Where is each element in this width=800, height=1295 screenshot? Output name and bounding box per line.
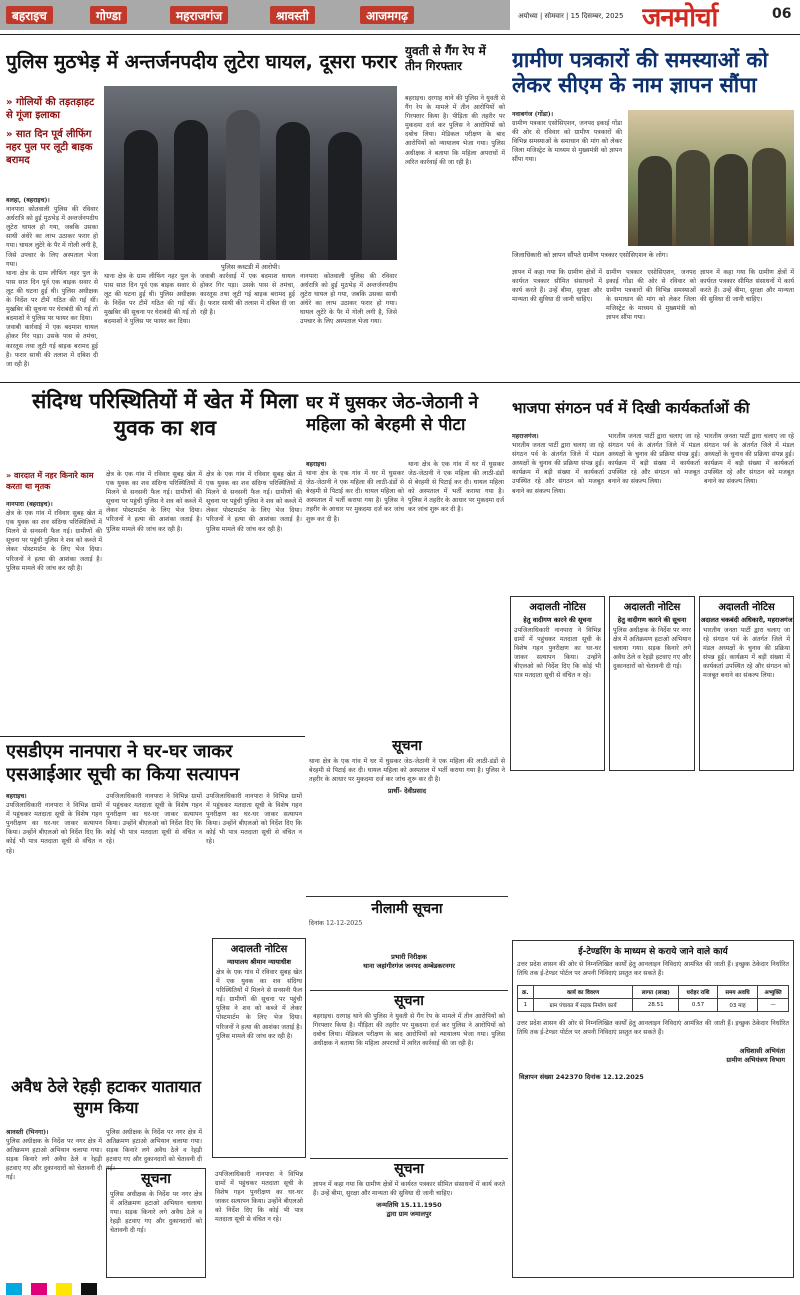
notice-title: सूचना xyxy=(141,1171,171,1187)
notice-footer: द्वारा ग्राम जमालपुर xyxy=(386,1210,432,1219)
story-body xyxy=(104,272,196,378)
story-body xyxy=(704,432,794,592)
table-cell: — xyxy=(758,999,789,1012)
person-silhouette xyxy=(276,122,310,260)
story-body xyxy=(6,792,102,1072)
notice-signature: प्रार्थी- देवीप्रसाद xyxy=(387,787,427,796)
paragraph: उपजिलाधिकारी नानपारा ने विभिन्न ग्रामों में पहुंचकर मतदाता सूची के विशेष गहन पुनरीक्षण का घर-घर जाकर सत्यापन किया। उन्होंने बीएलओ को निर्देश दिए कि कोई भी पात्र मतदाता सूची से वंचित न रहे। xyxy=(106,793,202,846)
story-body xyxy=(6,500,102,732)
table-header-cell: धरोहर राशि xyxy=(679,986,718,999)
notice-body: पुलिस अधीक्षक के निर्देश पर नगर क्षेत्र में अतिक्रमण हटाओ अभियान चलाया गया। सड़क किनारे लगे अवैध ठेले व रेहड़ी हटवाए गए और दुकानदारों को चेतावनी दी गई। xyxy=(110,1191,202,1235)
person-silhouette xyxy=(676,150,710,246)
paragraph: जवाबी कार्रवाई में एक बदमाश घायल होकर गिर पड़ा। उसके पास से तमंचा, कारतूस तथा लूटी गई बाइक बरामद हुई है। फरार साथी की तलाश में दबिश दी जा रही है। xyxy=(200,273,295,317)
dateline-text: श्रावस्ती (भिनगा)। xyxy=(6,1129,49,1136)
photo-caption: पुलिस कस्टडी में आरोपी। xyxy=(220,263,281,271)
paragraph: क्षेत्र के एक गांव में रविवार सुबह खेत में एक युवक का शव संदिग्ध परिस्थितियों में मिलने से सनसनी फैल गई। ग्रामीणों की सूचना पर पहुंची पुलिस ने शव को कब्जे में लेकर पोस्टमार्टम के लिए भेज दिया। परिजनों ने हत्या की आशंका जताई है। पुलिस मामले की जांच कर रही है। xyxy=(106,471,202,533)
notice-body: उपजिलाधिकारी नानपारा ने विभिन्न ग्रामों में पहुंचकर मतदाता सूची के विशेष गहन पुनरीक्षण का घर-घर जाकर सत्यापन किया। उन्होंने बीएलओ को निर्देश दिए कि कोई भी पात्र मतदाता सूची से वंचित न रहे। xyxy=(514,627,601,680)
paragraph: जवाबी कार्रवाई में एक बदमाश घायल होकर गिर पड़ा। उसके पास से तमंचा, कारतूस तथा लूटी गई बाइक बरामद हुई है। फरार साथी की तलाश में दबिश दी जा रही है। xyxy=(6,324,98,368)
paragraph: नानपारा कोतवाली पुलिस की रविवार अर्धरात्रि को हुई मुठभेड़ में अन्तर्जनपदीय लुटेरा घायल हो गया, जबकि उसका साथी अंधेरे का लाभ उठाकर फरार हो गया। घायल लुटेरे के पैर में गोली लगी है, जिसे उपचार के लिए अस्पताल भेजा गया। xyxy=(6,206,98,268)
table-header-row xyxy=(518,986,789,999)
court-notice xyxy=(609,596,695,771)
city-badge[interactable]: गोण्डा xyxy=(90,6,127,24)
headline-sdm: एसडीएम नानपारा ने घर-घर जाकर एसआईआर सूची का किया सत्यापन xyxy=(6,741,240,785)
story-body xyxy=(512,110,622,246)
masthead-logo: जनमोर्चा xyxy=(642,3,718,33)
table-row xyxy=(518,999,789,1012)
story-bullets xyxy=(6,96,98,192)
court-notice xyxy=(510,596,605,771)
story-body xyxy=(408,460,504,732)
notice-title: सूचना xyxy=(392,738,422,754)
suchna-notice xyxy=(310,1158,508,1278)
notice-body: भारतीय जनता पार्टी द्वारा चलाए जा रहे संगठन पर्व के अंतर्गत जिले में मंडल अध्यक्षों के चुनाव की प्रक्रिया संपन्न हुई। कार्यक्रम में बड़ी संख्या में कार्यकर्ता उपस्थित रहे और संगठन को मजबूत बनाने का संकल्प लिया। xyxy=(703,627,790,680)
photo-caption: जिलाधिकारी को ज्ञापन सौंपते ग्रामीण पत्रकार एसोसिएशन के लोग। xyxy=(512,251,668,259)
suchna-notice xyxy=(310,990,508,1154)
story-body xyxy=(200,272,295,378)
notice-title: सूचना xyxy=(394,993,424,1009)
dateline: अयोध्या | सोमवार | 15 दिसम्बर, 2025 xyxy=(518,12,624,20)
story-body xyxy=(608,432,700,592)
table-header-cell: कार्य का विवरण xyxy=(533,986,633,999)
paragraph: भारतीय जनता पार्टी द्वारा चलाए जा रहे संगठन पर्व के अंतर्गत जिले में मंडल अध्यक्षों के चुनाव की प्रक्रिया संपन्न हुई। कार्यक्रम में बड़ी संख्या में कार्यकर्ता उपस्थित रहे और संगठन को मजबूत बनाने का संकल्प लिया। xyxy=(608,433,700,486)
story-body xyxy=(306,460,404,732)
city-badge[interactable]: श्रावस्ती xyxy=(270,6,315,24)
person-silhouette xyxy=(124,130,158,260)
auction-notice xyxy=(306,896,508,950)
paragraph: बहराइच। दरगाह थाने की पुलिस ने युवती से गैंग रेप के मामले में तीन आरोपियों को गिरफ्तार किया है। पीड़िता की तहरीर पर मुकदमा दर्ज कर पुलिस ने आरोपियों को दबोच लिया। मेडिकल परीक्षण के बाद आरोपियों को न्यायालय भेजा गया। पुलिस अधीक्षक ने बताया कि महिला अपराधों में त्वरित कार्रवाई की जा रही है। xyxy=(405,95,505,166)
notice-signature: अधिशासी अभियंता xyxy=(739,1047,785,1056)
story-body xyxy=(700,268,794,378)
page-number: 06 xyxy=(772,6,792,22)
notice-subtitle: अदालत चकबंदी अधिकारी, महराजगंज xyxy=(700,616,793,624)
notice-body: क्षेत्र के एक गांव में रविवार सुबह खेत में एक युवक का शव संदिग्ध परिस्थितियों में मिलने से सनसनी फैल गई। ग्रामीणों की सूचना पर पहुंची पुलिस ने शव को कब्जे में लेकर पोस्टमार्टम के लिए भेज दिया। परिजनों ने हत्या की आशंका जताई है। पुलिस मामले की जांच कर रही है। xyxy=(216,969,302,1040)
tender-table xyxy=(517,985,789,1012)
story-body xyxy=(106,470,202,732)
story-body xyxy=(512,432,604,592)
person-silhouette xyxy=(638,156,672,246)
table-cell: ग्राम पंचायत में सड़क निर्माण कार्य xyxy=(533,999,633,1012)
court-notice xyxy=(699,596,794,771)
divider xyxy=(0,736,305,737)
paragraph: थाना क्षेत्र के एक गांव में घर में घुसकर जेठ-जेठानी ने एक महिला की लाठी-डंडों से बेरहमी से पिटाई कर दी। घायल महिला को अस्पताल में भर्ती कराया गया है। पुलिस ने तहरीर के आधार पर मुकदमा दर्ज कर जांच शुरू कर दी है। xyxy=(306,470,404,523)
story-body xyxy=(606,268,696,378)
paragraph: ग्रामीण पत्रकार एसोसिएशन, जनपद इकाई गोंडा की ओर से रविवार को ग्रामीण पत्रकारों की विभिन्न समस्याओं के समाधान की मांग को लेकर जिला मजिस्ट्रेट के माध्यम से मुख्यमंत्री को ज्ञापन सौंपा गया। xyxy=(606,269,696,322)
notice-title: नीलामी सूचना xyxy=(371,901,443,917)
table-cell: 03 माह xyxy=(717,999,757,1012)
notice-body: थाना क्षेत्र के एक गांव में घर में घुसकर जेठ-जेठानी ने एक महिला की लाठी-डंडों से बेरहमी से पिटाई कर दी। घायल महिला को अस्पताल में भर्ती कराया गया है। पुलिस ने तहरीर के आधार पर मुकदमा दर्ज कर जांच शुरू कर दी है। xyxy=(309,758,505,784)
notice-subtitle: थाना जहांगीरगंज जनपद अम्बेडकरनगर xyxy=(363,962,455,970)
headline-gang: युवती से गैंग रेप में तीन गिरफ्तार xyxy=(405,44,486,73)
paragraph: थाना क्षेत्र के ग्राम लीफिंग नहर पुल के पास सात दिन पूर्व एक बाइक सवार से लूट की घटना हुई थी। पुलिस अधीक्षक के निर्देश पर टीमें गठित की गई थीं। मुखबिर की सूचना पर घेराबंदी की गई तो बदमाशों ने पुलिस पर फायर कर दिया। xyxy=(6,269,98,323)
headline-police: पुलिस मुठभेड़ में अन्तर्जनपदीय लुटेरा घायल, दूसरा फरार xyxy=(6,51,397,73)
dateline-text: बलहा, (बहराइच)। xyxy=(6,197,50,204)
notice-title: सूचना xyxy=(394,1161,424,1177)
headline-assault: घर में घुसकर जेठ-जेठानी ने महिला को बेरहमी से पीटा xyxy=(306,393,479,435)
story-body xyxy=(6,1128,102,1278)
paragraph: उपजिलाधिकारी नानपारा ने विभिन्न ग्रामों में पहुंचकर मतदाता सूची के विशेष गहन पुनरीक्षण का घर-घर जाकर सत्यापन किया। उन्होंने बीएलओ को निर्देश दिए कि कोई भी पात्र मतदाता सूची से वंचित न रहे। xyxy=(6,802,102,855)
city-badge[interactable]: आजमगढ़ xyxy=(360,6,414,24)
notice-footer: विज्ञापन संख्या 242370 दिनांक 12.12.2025 xyxy=(519,1073,644,1082)
table-header-cell: लागत (लाख) xyxy=(633,986,679,999)
story-body xyxy=(206,470,302,732)
notice-body: पुलिस अधीक्षक के निर्देश पर नगर क्षेत्र में अतिक्रमण हटाओ अभियान चलाया गया। सड़क किनारे लगे अवैध ठेले व रेहड़ी हटवाए गए और दुकानदारों को चेतावनी दी गई। xyxy=(613,627,691,671)
story-body xyxy=(206,792,302,932)
person-silhouette xyxy=(226,110,260,260)
color-swatch xyxy=(31,1283,47,1295)
police-photo xyxy=(104,86,397,260)
bullet-point: » गोलियों की तड़तड़ाहट से गूंजा इलाका xyxy=(6,97,95,121)
person-silhouette xyxy=(174,120,208,260)
dateline-text: महराजगंज। xyxy=(512,433,539,440)
table-cell: 1 xyxy=(518,999,534,1012)
headline-journalists: ग्रामीण पत्रकारों की समस्याओं को लेकर सीएम के नाम ज्ञापन सौंपा xyxy=(512,48,768,97)
paragraph: नानपारा कोतवाली पुलिस की रविवार अर्धरात्रि को हुई मुठभेड़ में अन्तर्जनपदीय लुटेरा घायल हो गया, जबकि उसका साथी अंधेरे का लाभ उठाकर फरार हो गया। घायल लुटेरे के पैर में गोली लगी है, जिसे उपचार के लिए अस्पताल भेजा गया। xyxy=(300,273,397,326)
notice-body: बहराइच। दरगाह थाने की पुलिस ने युवती से गैंग रेप के मामले में तीन आरोपियों को गिरफ्तार किया है। पीड़िता की तहरीर पर मुकदमा दर्ज कर पुलिस ने आरोपियों को दबोच लिया। मेडिकल परीक्षण के बाद आरोपियों को न्यायालय भेजा गया। पुलिस अधीक्षक ने बताया कि महिला अपराधों में त्वरित कार्रवाई की जा रही है। xyxy=(313,1013,505,1048)
person-silhouette xyxy=(714,154,748,246)
notice-title: अदालती नोटिस xyxy=(623,602,681,613)
suchna-notice xyxy=(212,1168,306,1278)
notice-subtitle: हेतु वादीगण कारने की सूचना xyxy=(523,616,592,624)
paragraph: ज्ञापन में कहा गया कि ग्रामीण क्षेत्रों में कार्यरत पत्रकार सीमित संसाधनों में कार्य करते हैं। उन्हें बीमा, सुरक्षा और मान्यता की सुविधा दी जानी चाहिए। xyxy=(700,269,794,304)
color-swatch xyxy=(81,1283,97,1295)
notice-subtitle: न्यायालय श्रीमान न्यायाधीश xyxy=(227,958,291,966)
story-body xyxy=(300,276,400,376)
notice-body: उत्तर प्रदेश शासन की ओर से निम्नलिखित कार्यों हेतु आनलाइन निविदाएं आमंत्रित की जाती हैं। इच्छुक ठेकेदार निर्धारित तिथि तक ई-टेण्डर पोर्टल पर अपनी निविदाएं प्रस्तुत कर सकते हैं। xyxy=(517,961,789,978)
person-silhouette xyxy=(328,132,362,260)
table-cell: 0.57 xyxy=(679,999,718,1012)
city-strip xyxy=(0,0,510,30)
notice-footer: जन्मतिथि 15.11.1950 xyxy=(376,1201,442,1210)
table-header-cell: क्र. xyxy=(518,986,534,999)
dateline-text: नवाबगंज (गोंडा)। xyxy=(512,111,554,118)
story-body xyxy=(405,94,505,378)
notice-body: ज्ञापन में कहा गया कि ग्रामीण क्षेत्रों में कार्यरत पत्रकार सीमित संसाधनों में कार्य करते हैं। उन्हें बीमा, सुरक्षा और मान्यता की सुविधा दी जानी चाहिए। xyxy=(313,1181,505,1198)
person-silhouette xyxy=(752,148,786,246)
bullet-point: » सात दिन पूर्व लीफिंग नहर पुल पर लूटी बाइक बरामद xyxy=(6,129,93,166)
suchna-notice xyxy=(306,736,508,894)
headline-bjp: भाजपा संगठन पर्व में दिखी कार्यकर्ताओं की xyxy=(512,399,750,417)
story-body xyxy=(106,792,202,1072)
notice-title: ई-टेण्डरिंग के माध्यम से कराये जाने वाले कार्य xyxy=(578,947,728,957)
paragraph: क्षेत्र के एक गांव में रविवार सुबह खेत में एक युवक का शव संदिग्ध परिस्थितियों में मिलने से सनसनी फैल गई। ग्रामीणों की सूचना पर पहुंची पुलिस ने शव को कब्जे में लेकर पोस्टमार्टम के लिए भेज दिया। परिजनों ने हत्या की आशंका जताई है। पुलिस मामले की जांच कर रही है। xyxy=(6,510,102,572)
table-cell: 28.51 xyxy=(633,999,679,1012)
headline-encroachment: अवैध ठेले रेहड़ी हटाकर यातायात सुगम किया xyxy=(11,1077,201,1117)
paragraph: थाना क्षेत्र के ग्राम लीफिंग नहर पुल के पास सात दिन पूर्व एक बाइक सवार से लूट की घटना हुई थी। पुलिस अधीक्षक के निर्देश पर टीमें गठित की गई थीं। मुखबिर की सूचना पर घेराबंदी की गई तो बदमाशों ने पुलिस पर फायर कर दिया। xyxy=(104,273,196,326)
story-body xyxy=(512,268,602,378)
dateline-text: बहराइच। xyxy=(6,793,27,800)
notice-title: अदालती नोटिस xyxy=(529,602,586,613)
headline-field: संदिग्ध परिस्थितियों में खेत में मिला युवक का शव xyxy=(32,389,298,440)
paragraph: उपजिलाधिकारी नानपारा ने विभिन्न ग्रामों में पहुंचकर मतदाता सूची के विशेष गहन पुनरीक्षण का घर-घर जाकर सत्यापन किया। उन्होंने बीएलओ को निर्देश दिए कि कोई भी पात्र मतदाता सूची से वंचित न रहे। xyxy=(206,793,302,846)
court-notice xyxy=(212,938,306,1158)
divider xyxy=(0,382,800,383)
tender-notice xyxy=(512,940,794,1278)
paragraph: ज्ञापन में कहा गया कि ग्रामीण क्षेत्रों में कार्यरत पत्रकार सीमित संसाधनों में कार्य करते हैं। उन्हें बीमा, सुरक्षा और मान्यता की सुविधा दी जानी चाहिए। xyxy=(512,269,602,304)
divider xyxy=(0,34,800,35)
notice-subtitle: ग्रामीण अभियंत्रण विभाग xyxy=(726,1056,785,1065)
paragraph: ग्रामीण पत्रकार एसोसिएशन, जनपद इकाई गोंडा की ओर से रविवार को ग्रामीण पत्रकारों की विभिन्न समस्याओं के समाधान की मांग को लेकर जिला मजिस्ट्रेट के माध्यम से मुख्यमंत्री को ज्ञापन सौंपा गया। xyxy=(512,120,622,164)
table-header-cell: समय अवधि xyxy=(717,986,757,999)
suchna-notice xyxy=(106,1168,206,1278)
dateline-text: बहराइच। xyxy=(306,461,327,468)
dateline-text: नानपारा (बहराइच)। xyxy=(6,501,53,508)
table-header-cell: अभ्युक्ति xyxy=(758,986,789,999)
bullet-point: » वारदात में नहर किनारे काम करता था मृतक xyxy=(6,471,94,491)
notice-title: अदालती नोटिस xyxy=(718,602,775,613)
inspector-block xyxy=(310,952,508,986)
notice-body: दिनांक 12-12-2025 xyxy=(309,920,363,927)
paragraph: भारतीय जनता पार्टी द्वारा चलाए जा रहे संगठन पर्व के अंतर्गत जिले में मंडल अध्यक्षों के चुनाव की प्रक्रिया संपन्न हुई। कार्यक्रम में बड़ी संख्या में कार्यकर्ता उपस्थित रहे और संगठन को मजबूत बनाने का संकल्प लिया। xyxy=(704,433,794,486)
notice-body: उत्तर प्रदेश शासन की ओर से निम्नलिखित कार्यों हेतु आनलाइन निविदाएं आमंत्रित की जाती हैं। इच्छुक ठेकेदार निर्धारित तिथि तक ई-टेण्डर पोर्टल पर अपनी निविदाएं प्रस्तुत कर सकते हैं। xyxy=(517,1020,789,1037)
city-badge[interactable]: बहराइच xyxy=(6,6,53,24)
notice-signature: प्रभारी निरीक्षक xyxy=(391,953,427,961)
notice-body: उपजिलाधिकारी नानपारा ने विभिन्न ग्रामों में पहुंचकर मतदाता सूची के विशेष गहन पुनरीक्षण का घर-घर जाकर सत्यापन किया। उन्होंने बीएलओ को निर्देश दिए कि कोई भी पात्र मतदाता सूची से वंचित न रहे। xyxy=(215,1171,303,1224)
paragraph: पुलिस अधीक्षक के निर्देश पर नगर क्षेत्र में अतिक्रमण हटाओ अभियान चलाया गया। सड़क किनारे लगे अवैध ठेले व रेहड़ी हटवाए गए और दुकानदारों को चेतावनी दी गई। xyxy=(106,1129,202,1173)
journalists-photo xyxy=(628,110,794,246)
paragraph: थाना क्षेत्र के एक गांव में घर में घुसकर जेठ-जेठानी ने एक महिला की लाठी-डंडों से बेरहमी से पिटाई कर दी। घायल महिला को अस्पताल में भर्ती कराया गया है। पुलिस ने तहरीर के आधार पर मुकदमा दर्ज कर जांच शुरू कर दी है। xyxy=(408,461,504,514)
notice-title: अदालती नोटिस xyxy=(230,944,288,955)
city-badge[interactable]: महराजगंज xyxy=(170,6,228,24)
color-swatch xyxy=(56,1283,72,1295)
paragraph: पुलिस अधीक्षक के निर्देश पर नगर क्षेत्र में अतिक्रमण हटाओ अभियान चलाया गया। सड़क किनारे लगे अवैध ठेले व रेहड़ी हटवाए गए और दुकानदारों को चेतावनी दी गई। xyxy=(6,1138,102,1182)
paragraph: क्षेत्र के एक गांव में रविवार सुबह खेत में एक युवक का शव संदिग्ध परिस्थितियों में मिलने से सनसनी फैल गई। ग्रामीणों की सूचना पर पहुंची पुलिस ने शव को कब्जे में लेकर पोस्टमार्टम के लिए भेज दिया। परिजनों ने हत्या की आशंका जताई है। पुलिस मामले की जांच कर रही है। xyxy=(206,471,302,533)
color-registration-bar xyxy=(0,1283,800,1295)
notice-subtitle: हेतु वादीगण कारने की सूचना xyxy=(617,616,687,624)
paragraph: भारतीय जनता पार्टी द्वारा चलाए जा रहे संगठन पर्व के अंतर्गत जिले में मंडल अध्यक्षों के चुनाव की प्रक्रिया संपन्न हुई। कार्यक्रम में बड़ी संख्या में कार्यकर्ता उपस्थित रहे और संगठन को मजबूत बनाने का संकल्प लिया। xyxy=(512,442,604,495)
color-swatch xyxy=(6,1283,22,1295)
